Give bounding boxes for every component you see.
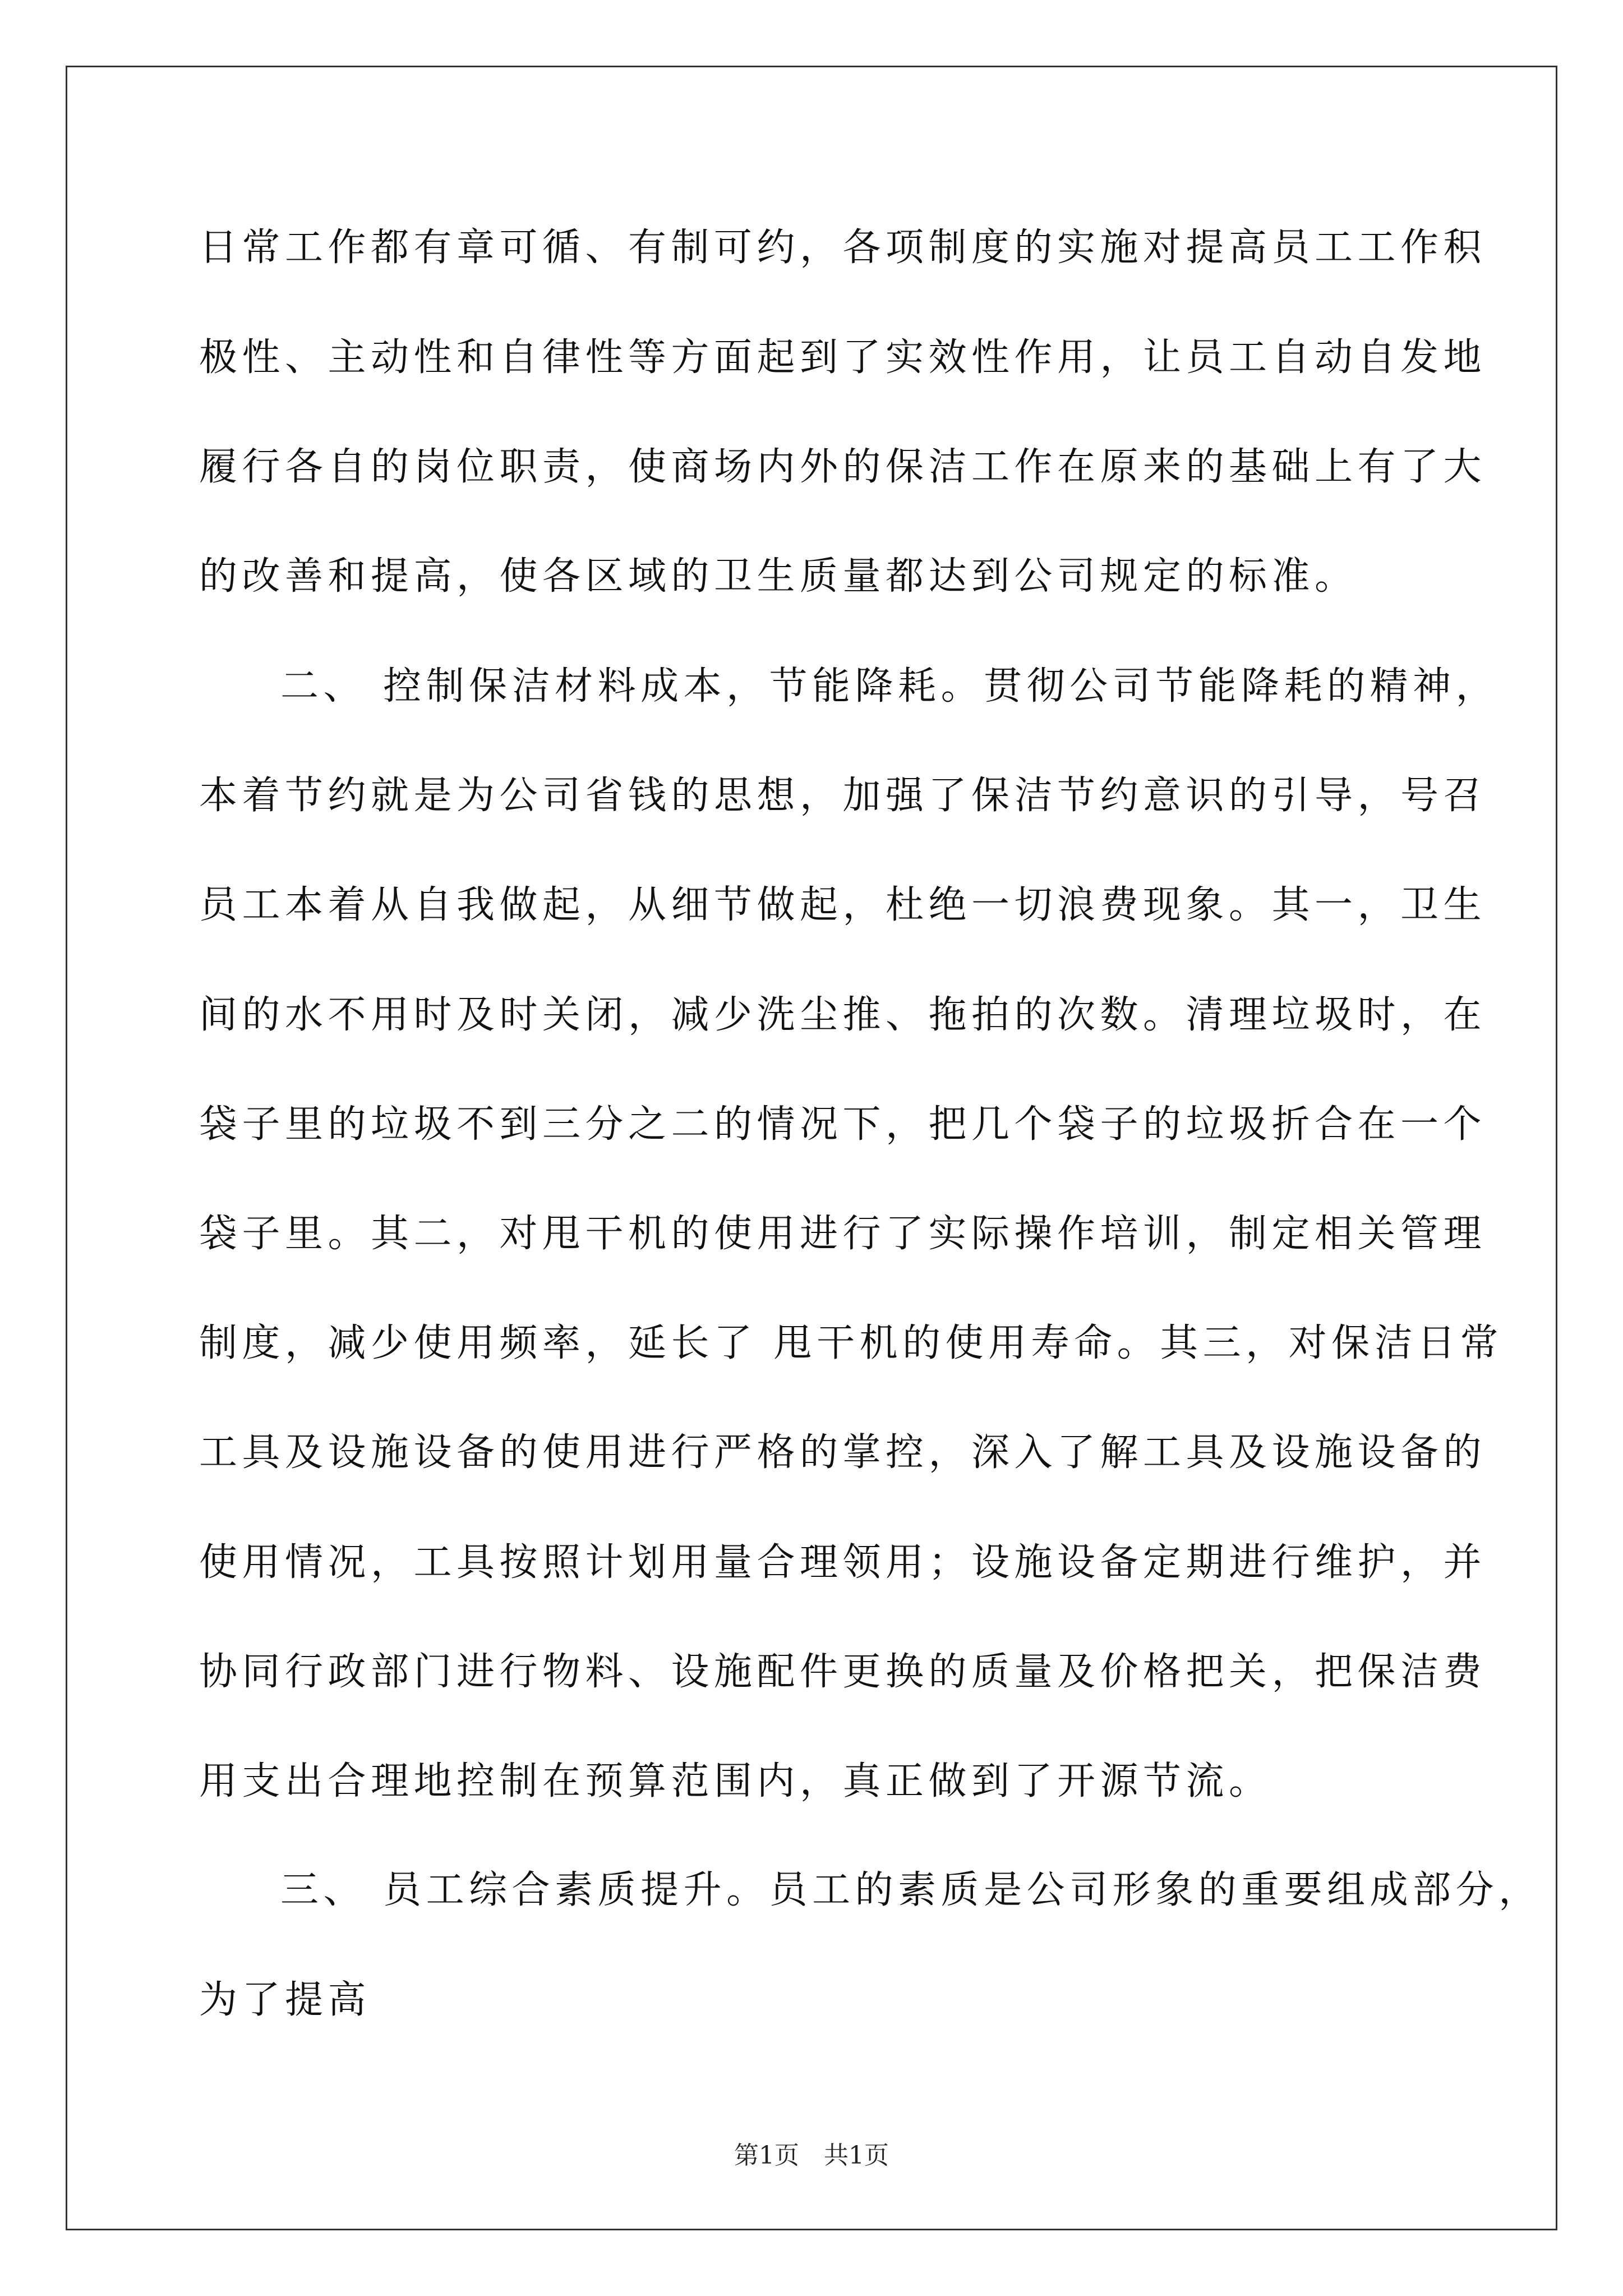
body-text-line: 为了提高 bbox=[199, 1978, 371, 2022]
body-text-line: 袋子里的垃圾不到三分之二的情况下，把几个袋子的垃圾折合在一个 bbox=[199, 1102, 1487, 1147]
body-text-line: 日常工作都有章可循、有制可约，各项制度的实施对提高员工工作积 bbox=[199, 226, 1487, 270]
body-text-line: 本着节约就是为公司省钱的思想，加强了保洁节约意识的引导，号召 bbox=[199, 774, 1487, 818]
body-text-line: 用支出合理地控制在预算范围内，真正做到了开源节流。 bbox=[199, 1759, 1272, 1803]
section-heading-line: 三、 员工综合素质提升。员工的素质是公司形象的重要组成部分， bbox=[280, 1868, 1542, 1912]
body-text-line: 间的水不用时及时关闭，减少洗尘推、拖拍的次数。清理垃圾时，在 bbox=[199, 993, 1487, 1037]
body-text-line: 使用情况，工具按照计划用量合理领用；设施设备定期进行维护，并 bbox=[199, 1540, 1487, 1585]
body-text-line: 履行各自的岗位职责，使商场内外的保洁工作在原来的基础上有了大 bbox=[199, 445, 1487, 489]
body-text-line: 的改善和提高，使各区域的卫生质量都达到公司规定的标准。 bbox=[199, 554, 1358, 599]
section-heading-line: 二、 控制保洁材料成本，节能降耗。贯彻公司节能降耗的精神， bbox=[280, 664, 1499, 708]
body-text-line: 袋子里。其二，对甩干机的使用进行了实际操作培训，制定相关管理 bbox=[199, 1212, 1487, 1256]
body-text-line: 协同行政部门进行物料、设施配件更换的质量及价格把关，把保洁费 bbox=[199, 1650, 1487, 1694]
body-text-line: 工具及设施设备的使用进行严格的掌控，深入了解工具及设施设备的 bbox=[199, 1430, 1487, 1475]
page-footer: 第1页 共1页 bbox=[734, 2141, 889, 2170]
body-text-line: 员工本着从自我做起，从细节做起，杜绝一切浪费现象。其一，卫生 bbox=[199, 883, 1487, 927]
body-text-line: 制度，减少使用频率，延长了 甩干机的使用寿命。其三，对保洁日常 bbox=[199, 1321, 1504, 1365]
body-text-line: 极性、主动性和自律性等方面起到了实效性作用，让员工自动自发地 bbox=[199, 335, 1487, 380]
